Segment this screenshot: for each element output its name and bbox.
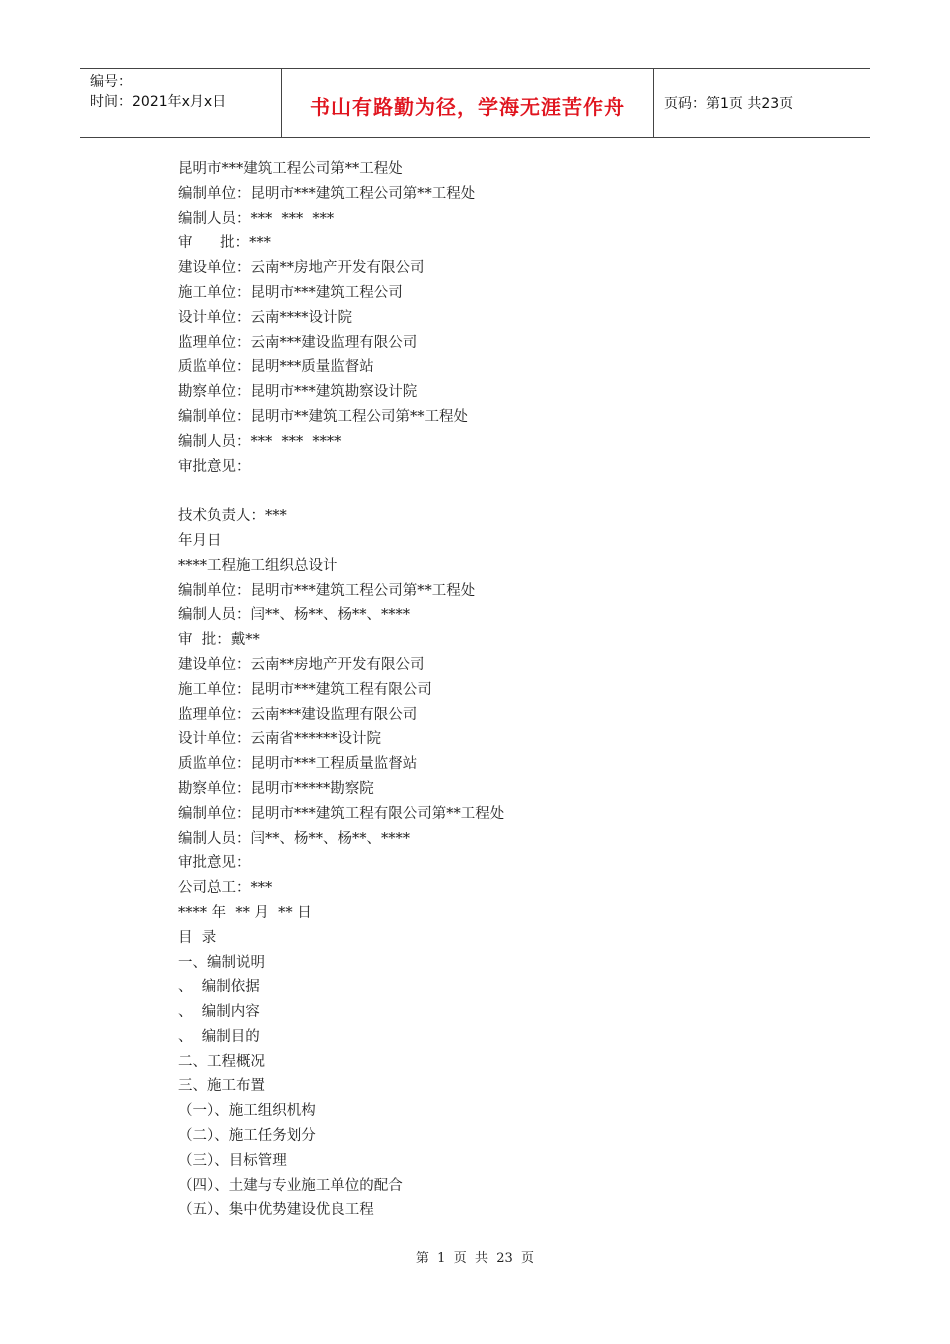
text-line: 公司总工：*** bbox=[178, 880, 273, 897]
text-line: **** 年 ** 月 ** 日 bbox=[178, 904, 312, 921]
text-line: 施工单位：昆明市***建筑工程公司 bbox=[178, 284, 403, 301]
text-line: 编制人员：闫**、杨**、杨**、**** bbox=[178, 830, 410, 847]
text-line: 设计单位：云南省******设计院 bbox=[178, 731, 381, 748]
text-line: （五）、集中优势建设优良工程 bbox=[178, 1202, 374, 1219]
text-line: 审 批：戴** bbox=[178, 632, 260, 649]
text-line: 审 批：*** bbox=[178, 235, 271, 252]
document-time-label: 时间：2021年x月x日 bbox=[90, 94, 227, 110]
text-line: 审批意见： bbox=[178, 855, 251, 872]
text-line: 设计单位：云南****设计院 bbox=[178, 309, 352, 326]
text-line: 编制单位：昆明市***建筑工程公司第**工程处 bbox=[178, 185, 476, 202]
text-line: 、 编制依据 bbox=[178, 979, 260, 996]
text-line: 监理单位：云南***建设监理有限公司 bbox=[178, 334, 418, 351]
text-line: 勘察单位：昆明市***建筑勘察设计院 bbox=[178, 384, 418, 401]
text-line: 昆明市***建筑工程公司第**工程处 bbox=[178, 161, 403, 177]
text-line: 审批意见： bbox=[178, 458, 251, 475]
text-line: 编制人员：*** *** *** bbox=[178, 210, 335, 227]
text-line: 、 编制目的 bbox=[178, 1028, 260, 1045]
text-line: 编制人员：*** *** **** bbox=[178, 433, 342, 450]
text-line: 编制单位：昆明市***建筑工程公司第**工程处 bbox=[178, 582, 476, 599]
header-motto: 书山有路勤为径，学海无涯苦作舟 bbox=[310, 94, 625, 119]
text-line: 目 录 bbox=[178, 929, 217, 946]
text-line: ****工程施工组织总设计 bbox=[178, 557, 338, 574]
text-line: 质监单位：昆明市***工程质量监督站 bbox=[178, 756, 418, 773]
text-line: （三）、目标管理 bbox=[178, 1152, 287, 1169]
text-line: 一、编制说明 bbox=[178, 954, 265, 971]
text-line: 编制单位：昆明市**建筑工程公司第**工程处 bbox=[178, 408, 468, 425]
text-line: 监理单位：云南***建设监理有限公司 bbox=[178, 706, 418, 723]
text-line: 建设单位：云南**房地产开发有限公司 bbox=[178, 656, 425, 673]
text-line: 建设单位：云南**房地产开发有限公司 bbox=[178, 260, 425, 277]
text-line: 二、工程概况 bbox=[178, 1053, 265, 1070]
text-line: 质监单位：昆明***质量监督站 bbox=[178, 359, 374, 376]
text-line: 勘察单位：昆明市*****勘察院 bbox=[178, 780, 374, 797]
text-line: （一）、施工组织机构 bbox=[178, 1103, 316, 1120]
text-line: 编制单位：昆明市***建筑工程有限公司第**工程处 bbox=[178, 805, 505, 822]
page-header bbox=[80, 68, 870, 138]
text-line: 技术负责人：*** bbox=[178, 508, 287, 525]
header-left-cell bbox=[80, 69, 282, 137]
text-line: 三、施工布置 bbox=[178, 1078, 265, 1095]
header-motto-cell bbox=[282, 69, 654, 137]
header-page-info-cell bbox=[654, 69, 870, 137]
text-line: 、 编制内容 bbox=[178, 1004, 260, 1021]
text-line: 施工单位：昆明市***建筑工程有限公司 bbox=[178, 681, 432, 698]
text-line: （二）、施工任务划分 bbox=[178, 1128, 316, 1145]
header-page-info: 页码：第1页 共23页 bbox=[664, 96, 794, 112]
text-line: 编制人员：闫**、杨**、杨**、**** bbox=[178, 607, 410, 624]
document-body bbox=[178, 157, 818, 1223]
text-line bbox=[178, 479, 818, 504]
text-line: 年月日 bbox=[178, 532, 222, 549]
text-line: （四）、土建与专业施工单位的配合 bbox=[178, 1177, 403, 1194]
page-footer: 第 1 页 共 23 页 bbox=[415, 1251, 535, 1266]
document-number-label: 编号： bbox=[90, 74, 132, 90]
